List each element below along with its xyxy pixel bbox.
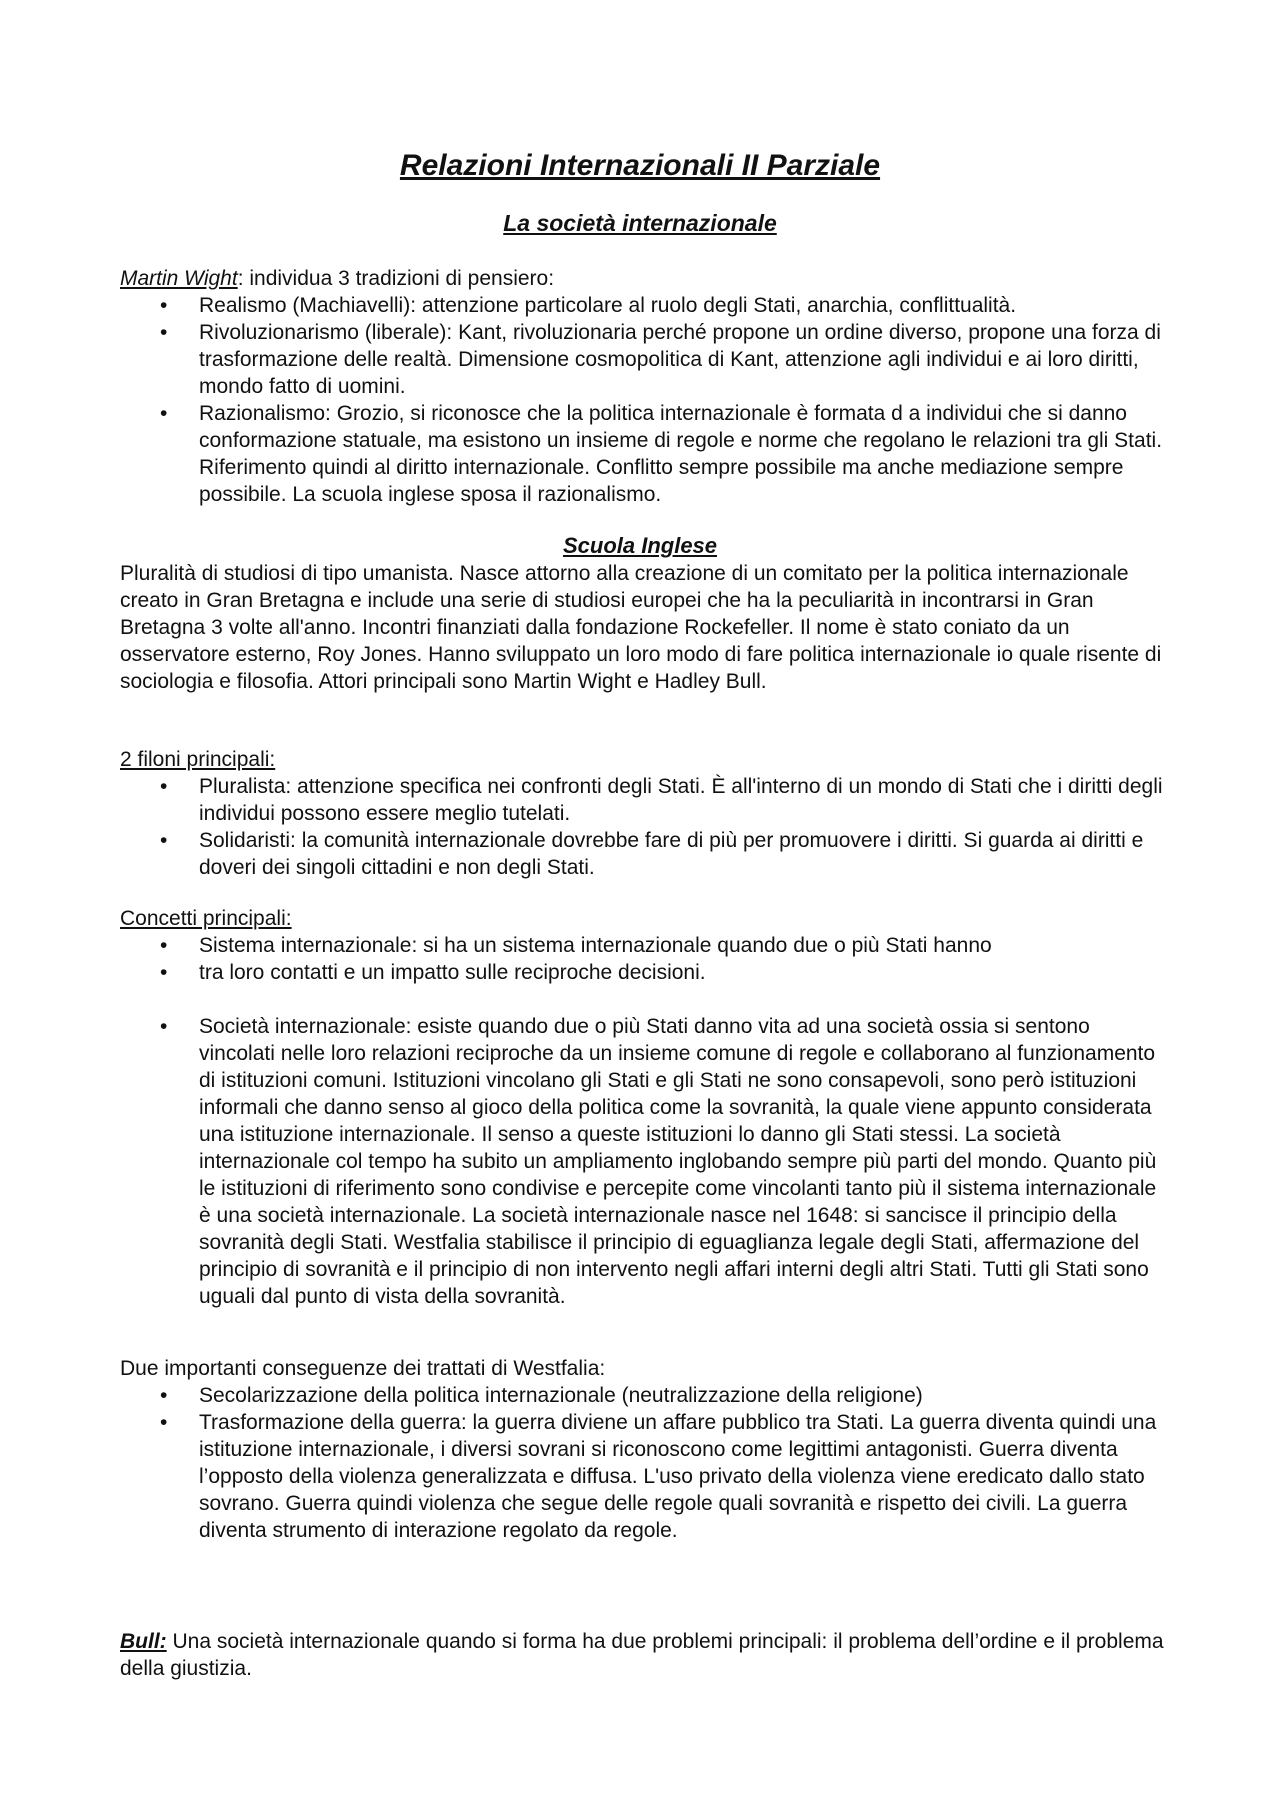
concetti-list <box>120 932 1170 1310</box>
list-item <box>120 1382 1170 1409</box>
bull-section <box>120 1628 1170 1682</box>
list-item <box>120 1409 1170 1544</box>
list-item-text: Razionalismo: Grozio, si riconosce che la politica internazionale è formata d a individui che si danno conformazione statuale, ma esistono un insieme di regole e norme che regolano le relazioni tra gli Stati. Riferimento quindi al diritto internazionale. Conflitto sempre possibile ma anche mediazione sempre possibile. La scuola inglese sposa il razionalismo. <box>199 402 1163 506</box>
bullet-icon: • <box>160 1384 168 1407</box>
section-subtitle: La società internazionale <box>503 210 777 236</box>
list-item-text: Realismo (Machiavelli): attenzione particolare al ruolo degli Stati, anarchia, conflittualità. <box>199 294 1017 317</box>
list-item-text: tra loro contatti e un impatto sulle reciproche decisioni. <box>199 961 706 984</box>
bullet-icon: • <box>160 775 168 798</box>
scuola-section <box>120 560 1170 695</box>
scuola-heading: Scuola Inglese <box>562 533 718 558</box>
bullet-icon: • <box>160 1015 168 1038</box>
wight-section <box>120 265 1170 508</box>
list-item <box>120 773 1170 827</box>
bull-name: Bull: <box>120 1630 167 1653</box>
bull-paragraph <box>120 1628 1170 1682</box>
wight-list <box>120 292 1170 508</box>
bull-text: Una società internazionale quando si forma ha due problemi principali: il problema dell’ordine e il problema della giustizia. <box>120 1630 1164 1680</box>
list-item-text: Società internazionale: esiste quando due o più Stati danno vita ad una società ossia si sentono vincolati nelle loro relazioni reciproche da un insieme comune di regole e collaborano al funzionamento di istituzioni comuni. Istituzioni vincolano gli Stati e gli Stati ne sono consapevoli, sono però istituzioni informali che danno senso al gioco della politica come la sovranità, la quale viene appunto considerata una istituzione internazionale. Il senso a queste istituzioni lo danno gli Stati stessi. La società internazionale col tempo ha subito un ampliamento inglobando sempre più parti del mondo. Quanto più le istituzioni di riferimento sono condivise e percepite come vincolanti tanto più il sistema internazionale è una società internazionale. La società internazionale nasce nel 1648: si sancisce il principio della sovranità degli Stati. Westfalia stabilisce il principio di eguaglianza legale degli Stati, affermazione del principio di sovranità e il principio di non intervento negli affari interni degli altri Stati. Tutti gli Stati sono uguali dal punto di vista della sovranità. <box>199 1015 1157 1308</box>
bullet-icon: • <box>160 294 168 317</box>
wight-intro-text: : individua 3 tradizioni di pensiero: <box>237 267 555 290</box>
conseguenze-section <box>120 1355 1170 1544</box>
list-item <box>120 932 1170 959</box>
list-item-text: Sistema internazionale: si ha un sistema internazionale quando due o più Stati hanno <box>199 934 992 957</box>
filoni-label: 2 filoni principali: <box>120 748 276 771</box>
list-item <box>120 827 1170 881</box>
concetti-label: Concetti principali: <box>120 907 292 930</box>
conseguenze-list <box>120 1382 1170 1544</box>
filoni-section <box>120 746 1170 881</box>
list-item <box>120 959 1170 986</box>
list-spacer <box>120 986 1170 1013</box>
concetti-section <box>120 905 1170 1310</box>
filoni-list <box>120 773 1170 881</box>
list-item-text: Pluralista: attenzione specifica nei confronti degli Stati. È all'interno di un mondo di Stati che i diritti degli individui possono essere meglio tutelati. <box>199 775 1163 825</box>
list-item-text: Rivoluzionarismo (liberale): Kant, rivoluzionaria perché propone un ordine diverso, propone una forza di trasformazione delle realtà. Dimensione cosmopolitica di Kant, attenzione agli individui e ai loro diritti, mondo fatto di uomini. <box>199 321 1161 398</box>
bullet-icon: • <box>160 829 168 852</box>
list-item <box>120 400 1170 508</box>
list-item <box>120 292 1170 319</box>
list-item <box>120 1013 1170 1310</box>
list-item-text: Trasformazione della guerra: la guerra diviene un affare pubblico tra Stati. La guerra diventa quindi una istituzione internazionale, i diversi sovrani si riconoscono come legittimi antagonisti. Guerra diventa l’opposto della violenza generalizzata e diffusa. L'uso privato della violenza viene eredicato dallo stato sovrano. Guerra quindi violenza che segue delle regole quali sovranità e rispetto dei civili. La guerra diventa strumento di interazione regolato da regole. <box>199 1411 1157 1542</box>
bullet-icon: • <box>160 1411 168 1434</box>
document-title: Relazioni Internazionali II Parziale <box>399 149 881 182</box>
bullet-icon: • <box>160 402 168 425</box>
list-item <box>120 319 1170 400</box>
scuola-paragraph: Pluralità di studiosi di tipo umanista. Nasce attorno alla creazione di un comitato per la politica internazionale creato in Gran Bretagna e include una serie di studiosi europei che ha la peculiarità in incontrarsi in Gran Bretagna 3 volte all'anno. Incontri finanziati dalla fondazione Rockefeller. Il nome è stato coniato da un osservatore esterno, Roy Jones. Hanno sviluppato un loro modo di fare politica internazionale io quale risente di sociologia e filosofia. Attori principali sono Martin Wight e Hadley Bull. <box>120 562 1162 693</box>
conseguenze-label: Due importanti conseguenze dei trattati di Westfalia: <box>120 1357 606 1380</box>
bullet-icon: • <box>160 961 168 984</box>
wight-intro <box>120 265 1170 292</box>
bullet-icon: • <box>160 321 168 344</box>
list-item-text: Secolarizzazione della politica internazionale (neutralizzazione della religione) <box>199 1384 923 1407</box>
list-item-text: Solidaristi: la comunità internazionale dovrebbe fare di più per promuovere i diritti. Si guarda ai diritti e doveri dei singoli cittadini e non degli Stati. <box>199 829 1144 879</box>
wight-name: Martin Wight <box>120 267 238 290</box>
bullet-icon: • <box>160 934 168 957</box>
